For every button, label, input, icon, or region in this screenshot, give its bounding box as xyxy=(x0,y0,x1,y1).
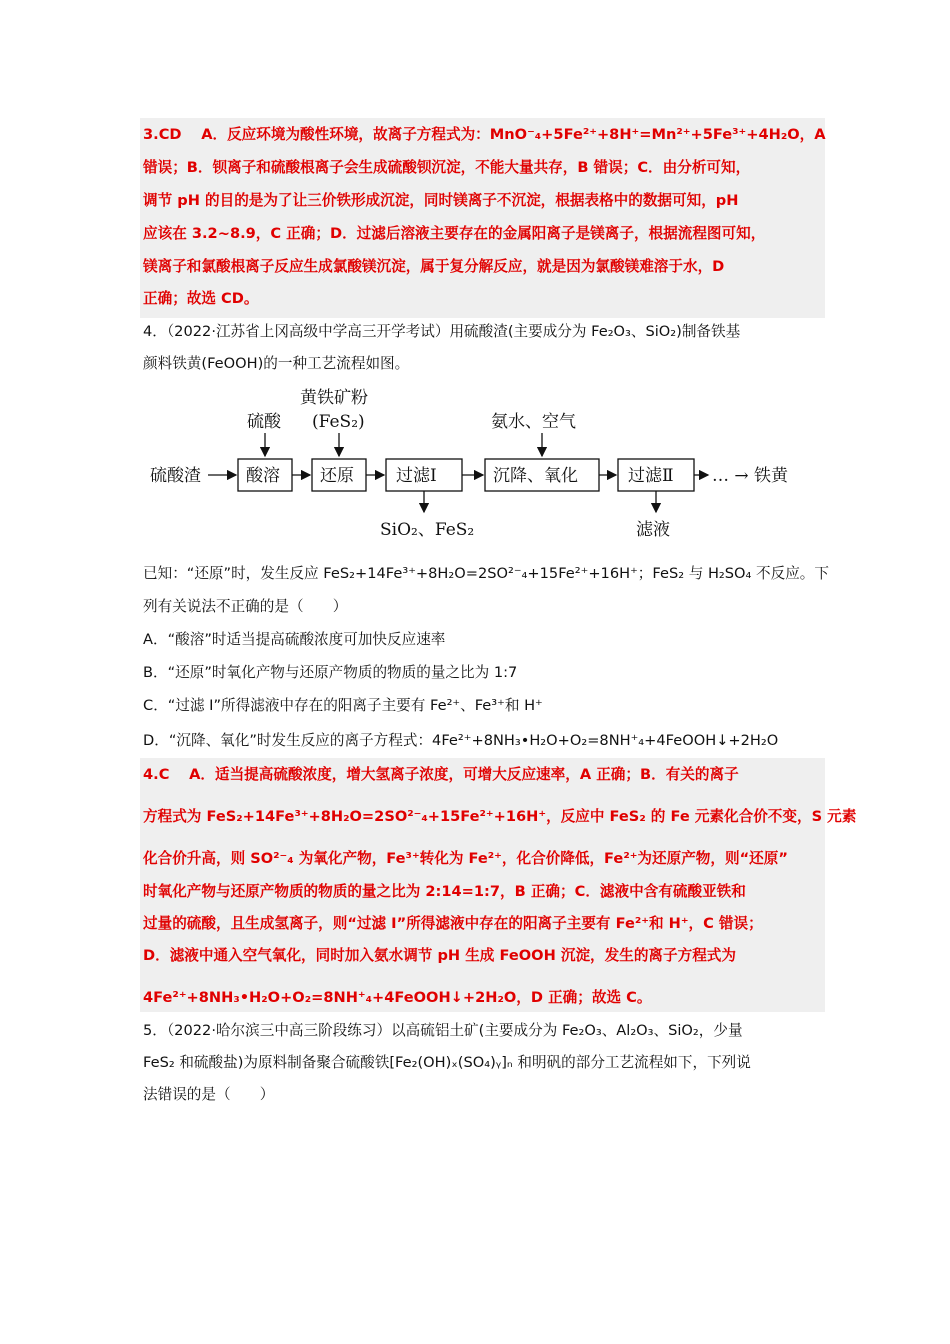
option-d: D．“沉降、氧化”时发生反应的离子方程式：4Fe²⁺+8NH₃•H₂O+O₂=8NH⁺₄+4FeOOH↓+2H₂O xyxy=(143,732,779,749)
answer-3-background xyxy=(140,118,825,318)
answer-4-line: D．滤液中通入空气氧化，同时加入氨水调节 pH 生成 FeOOH 沉淀，发生的离子方程式为 xyxy=(143,947,736,964)
answer-4-line: 方程式为 FeS₂+14Fe³⁺+8H₂O=2SO²⁻₄+15Fe²⁺+16H⁺，反应中 FeS₂ 的 Fe 元素化合价不变，S 元素 xyxy=(143,808,857,825)
question-4-stem: 4．（2022·江苏省上冈高级中学高三开学考试）用硫酸渣(主要成分为 Fe₂O₃、SiO₂)制备铁基 xyxy=(143,323,741,340)
answer-4-line: 过量的硫酸，且生成氢离子，则“过滤 I”所得滤液中存在的阳离子主要有 Fe²⁺和 H⁺，C 错误； xyxy=(143,915,763,932)
option-c: C．“过滤 I”所得滤液中存在的阳离子主要有 Fe²⁺、Fe³⁺和 H⁺ xyxy=(143,697,543,714)
flow-start-label: 硫酸渣 xyxy=(150,466,201,486)
answer-3-line: 镁离子和氯酸根离子反应生成氯酸镁沉淀，属于复分解反应，就是因为氯酸镁难溶于水，D xyxy=(143,258,725,275)
answer-3-line: 3.CD A．反应环境为酸性环境，故离子方程式为：MnO⁻₄+5Fe²⁺+8H⁺=Mn²⁺+5Fe³⁺+4H₂O，A xyxy=(143,126,826,143)
flow-box-label: 还原 xyxy=(320,466,354,486)
flow-input-ammonia-air: 氨水、空气 xyxy=(491,412,576,432)
flow-input-sulfuric-acid: 硫酸 xyxy=(247,412,281,432)
option-b: B．“还原”时氧化产物与还原产物质的物质的量之比为 1:7 xyxy=(143,664,518,681)
answer-4-line: 化合价升高，则 SO²⁻₄ 为氧化产物，Fe³⁺转化为 Fe²⁺，化合价降低，Fe²⁺为还原产物，则“还原” xyxy=(143,850,788,867)
flow-tail-label: … → 铁黄 xyxy=(712,466,789,486)
process-flowchart xyxy=(140,383,820,548)
flow-box-label: 酸溶 xyxy=(246,466,280,486)
question-5-stem: 法错误的是（ ） xyxy=(143,1086,275,1103)
question-4-known: 已知：“还原”时，发生反应 FeS₂+14Fe³⁺+8H₂O=2SO²⁻₄+15Fe²⁺+16H⁺；FeS₂ 与 H₂SO₄ 不反应。下 xyxy=(143,565,829,582)
answer-3-line: 应该在 3.2~8.9，C 正确；D．过滤后溶液主要存在的金属阳离子是镁离子，根据流程图可知， xyxy=(143,225,766,242)
answer-3-line: 错误；B．钡离子和硫酸根离子会生成硫酸钡沉淀，不能大量共存，B 错误；C．由分析可知， xyxy=(143,159,751,176)
flow-output-filtrate: 滤液 xyxy=(636,520,670,540)
question-4-known: 列有关说法不正确的是（ ） xyxy=(143,598,348,615)
question-4-stem: 颜料铁黄(FeOOH)的一种工艺流程如图。 xyxy=(143,355,410,372)
answer-3-line: 正确；故选 CD。 xyxy=(143,290,259,307)
question-5-stem: FeS₂ 和硫酸盐)为原料制备聚合硫酸铁[Fe₂(OH)ₓ(SO₄)ᵧ]ₙ 和明矾的部分工艺流程如下，下列说 xyxy=(143,1054,751,1071)
flow-box-label: 过滤Ⅱ xyxy=(628,466,674,486)
flow-box-label: 沉降、氧化 xyxy=(493,466,578,486)
flow-output-residue: SiO₂、FeS₂ xyxy=(380,520,475,540)
question-5-stem: 5．（2022·哈尔滨三中高三阶段练习）以高硫铝土矿(主要成分为 Fe₂O₃、Al₂O₃、SiO₂，少量 xyxy=(143,1022,743,1039)
answer-4-line: 时氧化产物与还原产物质的物质的量之比为 2:14=1:7，B 正确；C．滤液中含有硫酸亚铁和 xyxy=(143,883,746,900)
flow-box-label: 过滤Ⅰ xyxy=(396,466,437,486)
answer-4-line: 4Fe²⁺+8NH₃•H₂O+O₂=8NH⁺₄+4FeOOH↓+2H₂O，D 正确；故选 C。 xyxy=(143,989,652,1006)
option-a: A．“酸溶”时适当提高硫酸浓度可加快反应速率 xyxy=(143,631,446,648)
answer-3-line: 调节 pH 的目的是为了让三价铁形成沉淀，同时镁离子不沉淀，根据表格中的数据可知，pH xyxy=(143,192,739,209)
flow-input-pyrite-formula: (FeS₂) xyxy=(312,412,365,432)
flow-input-pyrite: 黄铁矿粉 xyxy=(300,388,368,408)
answer-4-line: 4.C A．适当提高硫酸浓度，增大氢离子浓度，可增大反应速率，A 正确；B．有关的离子 xyxy=(143,766,739,783)
